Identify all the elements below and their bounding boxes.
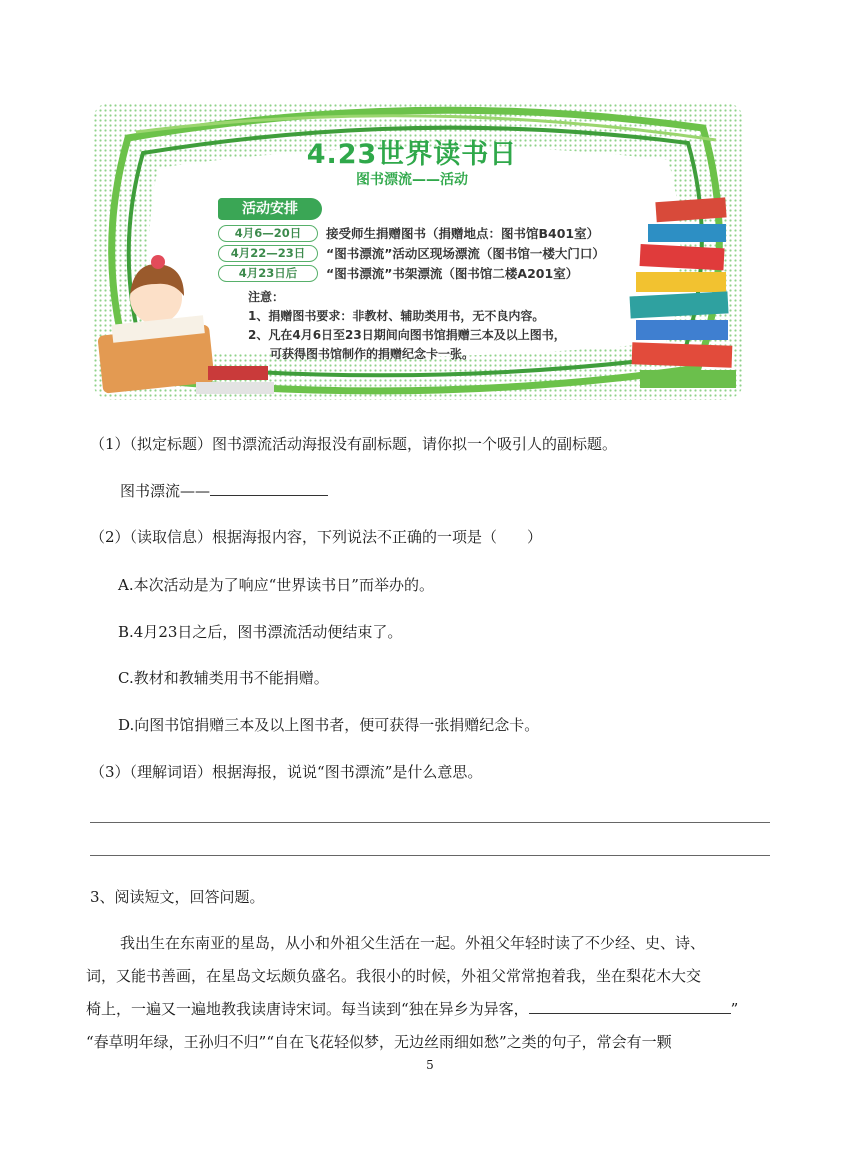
poster-title: 4.23世界读书日 xyxy=(306,139,518,170)
question-1-answer-line xyxy=(120,480,328,501)
passage-text: 椅上，一遍又一遍地教我读唐诗宋词。每当读到“独在异乡为异客， xyxy=(86,1000,529,1018)
option-a: A.本次活动是为了响应“世界读书日”而举办的。 xyxy=(118,576,434,594)
schedule-date: 4月23日后 xyxy=(218,265,318,282)
answer-prefix: 图书漂流—— xyxy=(120,482,211,500)
answer-blank[interactable] xyxy=(210,481,328,496)
passage-line: 词，又能书善画，在星岛文坛颇负盛名。我很小的时候，外祖父常常抱着我，坐在梨花木大交 xyxy=(86,967,702,985)
reading-heading: 3、阅读短文，回答问题。 xyxy=(90,888,265,906)
page-number: 5 xyxy=(426,1058,434,1072)
question-3: （3）（理解词语）根据海报，说说“图书漂流”是什么意思。 xyxy=(90,763,483,781)
passage-line: “春草明年绿，王孙归不归”“自在飞花轻似梦，无边丝雨细如愁”之类的句子，常会有一颗 xyxy=(86,1033,672,1051)
note-item: 1、捐赠图书要求：非教材、辅助类用书，无不良内容。 xyxy=(248,309,545,323)
schedule-text: “图书漂流”活动区现场漂流（图书馆一楼大门口） xyxy=(326,246,605,261)
schedule-date: 4月6—20日 xyxy=(218,225,318,242)
closing-quote: ” xyxy=(730,1000,739,1018)
passage-line: 我出生在东南亚的星岛，从小和外祖父生活在一起。外祖父年轻时读了不少经、史、诗、 xyxy=(120,934,706,952)
option-d: D.向图书馆捐赠三本及以上图书者，便可获得一张捐赠纪念卡。 xyxy=(118,716,540,734)
poster-subtitle: 图书漂流——活动 xyxy=(356,172,468,188)
poster-notes xyxy=(248,288,628,364)
event-poster xyxy=(88,98,748,404)
reading-passage xyxy=(86,927,774,1059)
note-item: 可获得图书馆制作的捐赠纪念卡一张。 xyxy=(270,347,475,361)
question-1: （1）（拟定标题）图书漂流活动海报没有副标题，请你拟一个吸引人的副标题。 xyxy=(90,435,618,453)
schedule-text: “图书漂流”书架漂流（图书馆二楼A201室） xyxy=(326,266,579,281)
schedule-row xyxy=(218,264,578,281)
note-item: 2、凡在4月6日至23日期间向图书馆捐赠三本及以上图书， xyxy=(248,328,566,342)
schedule-text: 接受师生捐赠图书（捐赠地点：图书馆B401室） xyxy=(326,226,600,241)
notes-label: 注意： xyxy=(248,290,285,304)
schedule-label: 活动安排 xyxy=(218,198,322,220)
passage-line-with-blank xyxy=(86,993,774,1026)
option-b: B.4月23日之后，图书漂流活动便结束了。 xyxy=(118,623,403,641)
option-c: C.教材和教辅类用书不能捐赠。 xyxy=(118,669,329,687)
answer-rule[interactable] xyxy=(90,855,770,856)
schedule-row xyxy=(218,244,605,261)
answer-rule[interactable] xyxy=(90,822,770,823)
schedule-row xyxy=(218,224,599,241)
fill-blank[interactable] xyxy=(529,999,731,1014)
schedule-date: 4月22—23日 xyxy=(218,245,318,262)
question-2: （2）（读取信息）根据海报内容，下列说法不正确的一项是（ ） xyxy=(90,528,543,546)
